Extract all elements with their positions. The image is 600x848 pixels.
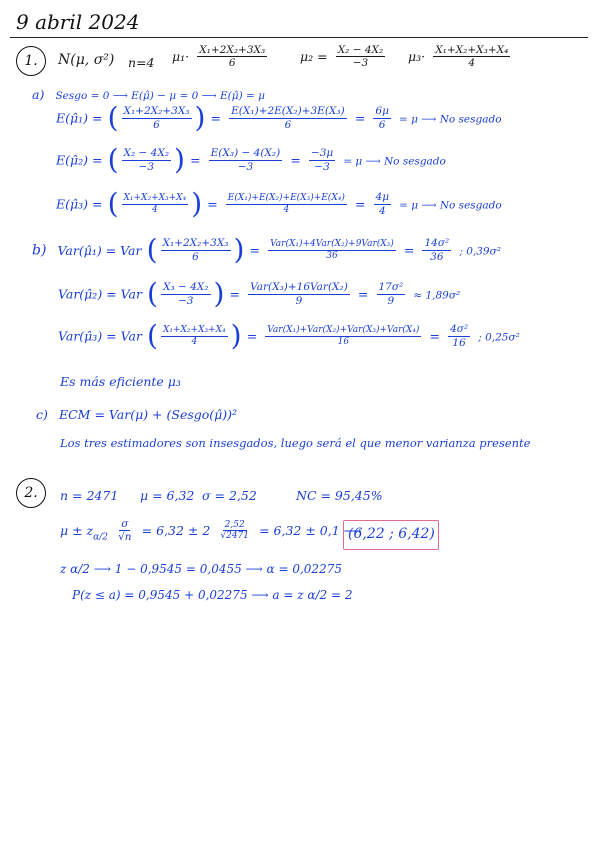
estimator-mu3: μ₃· $\frac{\text{X₁+X₂+X₃+X₄}}{4}$ — [408, 44, 509, 70]
part-a-bias-line: a) Sesgo = 0 ⟶ E(μ̂) − μ = 0 ⟶ E(μ̂) = μ — [32, 87, 265, 102]
variance-mu2: Var(μ̂₂) = Var ( $\frac{\text{X₃ − 4X₂}}{-3}$ ) = $\frac{\text{Var(X₃)+16Var(X₂)}}{9}$ = $\frac{\text{17σ²}}{9}$ ≈ 1,89σ² — [58, 277, 461, 310]
sample-size: n=4 — [128, 55, 155, 70]
problem-2-number: 2. — [16, 478, 46, 508]
problem-1-number: 1. — [16, 46, 46, 76]
estimator-mu2: μ₂ = $\frac{\text{X₂ − 4X₂}}{-3}$ — [300, 44, 384, 70]
z-alpha-line: z α/2 ⟶ 1 − 0,9545 = 0,0455 ⟶ α = 0,02275 — [60, 562, 342, 576]
p2-sigma: σ = 2,52 — [202, 488, 257, 503]
variance-mu3: Var(μ̂₃) = Var ( $\frac{\text{X₁+X₂+X₃+X₄}}{4}$ ) = $\frac{\text{Var(X₁)+Var(X₂)+Var(X₃)+Var(X₄)}}{16}$ = $\frac{\text{4σ²}}{16}$ ; 0,25σ² — [58, 319, 520, 352]
ci-result: (6,22 ; 6,42) — [348, 526, 435, 542]
ecm-conclusion: Los tres estimadores son insesgados, luego será el que menor varianza presente — [60, 436, 531, 450]
page-date: 9 abril 2024 — [16, 10, 140, 34]
probability-line: P(z ≤ a) = 0,9545 + 0,02275 ⟶ a = z α/2 = 2 — [72, 588, 353, 602]
p2-sample-size: n = 2471 — [60, 488, 119, 503]
efficiency-conclusion: Es más eficiente μ₃ — [60, 374, 181, 389]
variance-mu1: b) Var(μ̂₁) = Var ( $\frac{\text{X₁+2X₂+3X₃}}{6}$ ) = $\frac{\text{Var(X₁)+4Var(X₂)+9Var(X₃)}}{36}$ = $\frac{\text{14σ²}}{36}$ ; 0,39σ² — [32, 233, 501, 266]
confidence-interval-line: $\mu \pm z_{\alpha/2}$ $\frac{\sigma}{√n}$ = 6,32 ± 2 $\frac{2,52}{√2471}$ = 6,32 ± 0,1 ⟶ — [60, 518, 362, 544]
ecm-formula: c) ECM = Var(μ) + (Sesgo(μ̂))² — [36, 407, 238, 422]
expectation-mu2: E(μ̂₂) = ( $\frac{\text{X₂ − 4X₂}}{-3}$ ) = $\frac{\text{E(X₃) − 4(X₂)}}{-3}$ = $\frac{-3\mu}{-3}$ = μ ⟶ No sesgado — [56, 143, 446, 176]
p2-mean: μ = 6,32 — [140, 488, 195, 503]
estimator-mu1: μ₁· $\frac{\text{X₁+2X₂+3X₃}}{6}$ — [172, 44, 266, 70]
header-rule — [10, 37, 588, 38]
expectation-mu3: E(μ̂₃) = ( $\frac{\text{X₁+X₂+X₃+X₄}}{4}$ ) = $\frac{\text{E(X₁)+E(X₂)+E(X₃)+E(X₄)}}{4}$ = $\frac{4\mu}{4}$ = μ ⟶ No sesgado — [56, 187, 502, 220]
expectation-mu1: E(μ̂₁) = ( $\frac{\text{X₁+2X₂+3X₃}}{6}$ ) = $\frac{\text{E(X₁)+2E(X₂)+3E(X₃)}}{6}$ = $\frac{6\mu}{6}$ = μ ⟶ No sesgado — [56, 101, 502, 134]
model-label: N(μ, σ²) — [58, 52, 115, 68]
p2-confidence-level: NC = 95,45% — [296, 488, 383, 503]
